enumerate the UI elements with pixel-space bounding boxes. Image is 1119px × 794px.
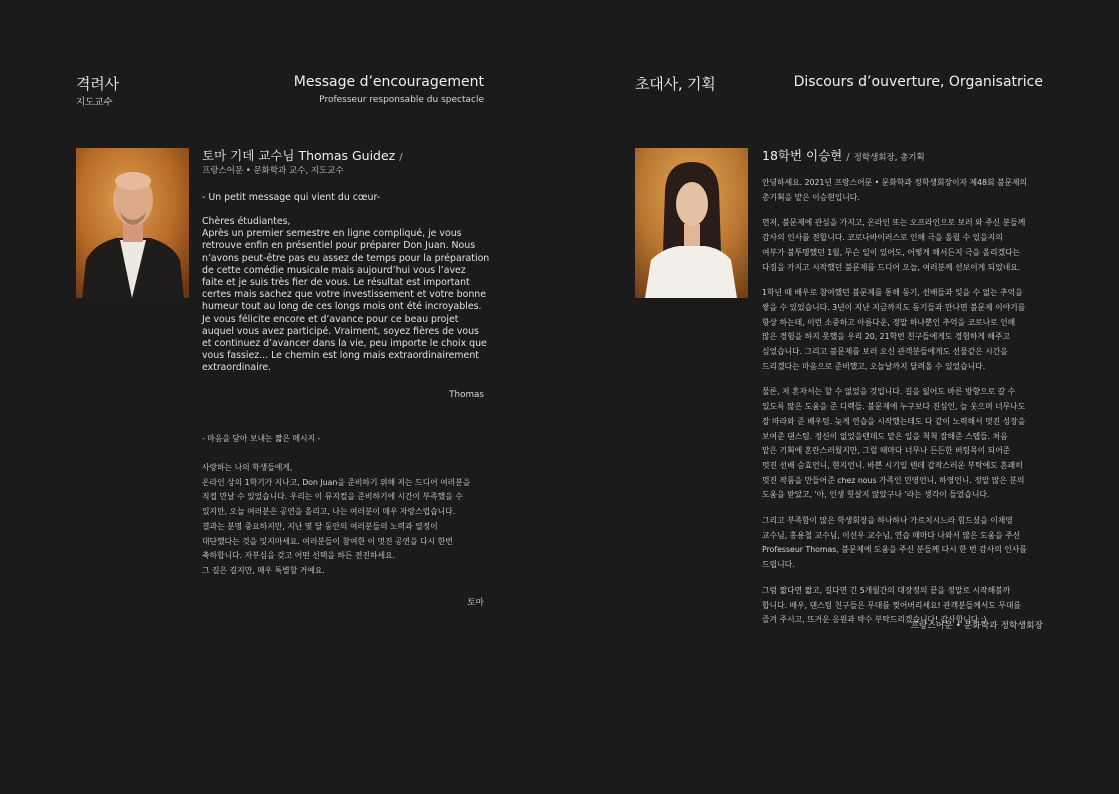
ko-line: 많은 경험을 하지 못했을 우리 20, 21학번 친구들에게도 경험하게 해주고 xyxy=(762,332,1010,342)
ko-line: 그리고 부족함이 많은 학생회장을 하나하나 가르치시느라 힘드셨을 이채영 xyxy=(762,516,1013,526)
ko-line: 감사의 인사를 전합니다. 코로나바이러스로 인해 극을 올릴 수 있을지의 xyxy=(762,233,1003,243)
ko-line: 도움을 받았고, '아, 인생 헛살지 않았구나 '라는 생각이 들었습니다. xyxy=(762,490,990,500)
ko-line: 드리겠다는 마음으로 준비했고, 오늘날까지 달려올 수 있었습니다. xyxy=(762,361,986,371)
professor-role: 프랑스어문 • 문화학과 교수, 지도교수 xyxy=(202,166,344,176)
ko-line: 총기획을 맡은 이승현입니다. xyxy=(762,192,860,202)
ko-line: 쌓을 수 있었습니다. 3년이 지난 지금까지도 동기들과 만나면 불문제 이야기를 xyxy=(762,302,1026,312)
ko-signature: 토마 xyxy=(467,598,484,608)
ko-line: 멋진 작품을 만들어준 chez nous 가족인 민영언니, 하영언니. 정말 많은 분의 xyxy=(762,475,1025,485)
left-heading-fr: Message d’encouragement xyxy=(293,74,484,90)
ko-line: 먼저, 불문제에 관심을 가지고, 온라인 또는 오프라인으로 보러 와 주신 분들께 xyxy=(762,218,1026,228)
fr-line: auquel vous avez participé. Vraiment, soyez fières de vous xyxy=(202,325,479,337)
ko-line: 보여준 댄스팀. 정신이 없었을텐데도 맡은 일을 척척 잘해준 스탭들. 처음 xyxy=(762,431,1008,441)
ko-line: 대단했다는 것을 잊지마세요. 여러분들이 참여한 이 멋진 공연을 다시 한번 xyxy=(202,536,453,546)
professor-name-line xyxy=(202,146,407,164)
organizer-name-line xyxy=(762,146,925,164)
fr-line: humeur tout au long de ces longs mois ont été incroyables. xyxy=(202,301,482,313)
ko-line: 축하합니다. 자부심을 갖고 어떤 선택을 하든 전진하세요. xyxy=(202,551,396,561)
fr-line: Chères étudiantes, xyxy=(202,216,291,227)
ko-line: 즐겨 주시고, 뜨거운 응원과 박수 부탁드리겠습니다! 감사합니다 :) xyxy=(762,615,987,625)
fr-line: de cette comédie musicale mais aujourd’hui vous l’avez xyxy=(202,264,466,276)
fr-line: extraordinaire. xyxy=(202,362,272,374)
fr-line: n’avons peut-être pas eu assez de temps pour la préparation xyxy=(202,252,490,264)
ko-line: 항상 하는데, 이런 소중하고 아름다운, 정말 하나뿐인 추억을 코로나로 인해 xyxy=(762,317,1016,327)
fr-line: vous fassiez... Le chemin est long mais extraordinairement xyxy=(202,350,479,362)
ko-line: 싶었습니다. 그리고 불문제를 보러 오신 관객분들에게도 선물같은 시간을 xyxy=(762,347,1008,357)
left-heading-ko: 격려사 xyxy=(76,75,119,93)
name-slash: / xyxy=(399,152,403,163)
ko-intro: - 마음을 담아 보내는 짧은 메시지 - xyxy=(202,434,321,443)
ko-line: 물론, 저 혼자서는 할 수 없었을 것입니다. 길을 잃어도 바른 방향으로 갈 수 xyxy=(762,387,1016,397)
paragraph xyxy=(762,176,1052,205)
ko-line: 온라인 상의 1학기가 지나고, Don Juan을 준비하기 위해 저는 드디어 여러분을 xyxy=(202,477,471,487)
ko-line: 그 길은 길지만, 매우 특별할 거예요. xyxy=(202,565,325,575)
right-heading-fr: Discours d’ouverture, Organisatrice xyxy=(793,74,1043,90)
name-slash: / xyxy=(846,152,850,163)
fr-line: retrouve enfin en présentiel pour préparer Don Juan. Nous xyxy=(202,240,476,252)
ko-line: 사랑하는 나의 학생들에게, xyxy=(202,463,293,472)
organizer-portrait-image xyxy=(635,148,748,298)
organizer-role: 정학생회장, 총기획 xyxy=(853,153,925,163)
left-heading-fr-sub: Professeur responsable du spectacle xyxy=(319,95,484,105)
ko-line: 다짐을 가지고 시작했던 불문제를 드디어 오늘, 여러분께 선보이게 되었네요. xyxy=(762,262,1021,272)
ko-line: 그럼 짧다면 짧고, 길다면 긴 5개월간의 대장정의 끝을 정말로 시작해볼까 xyxy=(762,585,1011,595)
fr-line: Après un premier semestre en ligne compliqué, je vous xyxy=(202,228,462,240)
professor-name: 토마 기데 교수님 Thomas Guidez xyxy=(202,148,396,163)
ko-line: 잘 따라와 준 배우팀. 늦게 연습을 시작했는데도 다 같이 노력해서 멋진 성장을 xyxy=(762,416,1026,426)
ko-line: 있도록 많은 도움을 준 디렉들. 불문제에 누구보다 진심인, 늘 웃으며 너무나도 xyxy=(762,402,1026,412)
ko-line: 드립니다. xyxy=(762,560,795,570)
ko-line: 맡은 기획에 혼란스러웠지만, 그럴 때마다 너무나 든든한 버팀목이 되어준 xyxy=(762,446,1011,456)
ko-line: 멋진 선배 승효언니, 현지언니. 바쁜 시기일 텐데 갑작스러운 부탁에도 흔쾌히 xyxy=(762,460,1023,470)
ko-line: 안녕하세요. 2021년 프랑스어문 • 문화학과 정학생회장이자 제48회 불문제의 xyxy=(762,178,1028,187)
fr-line: certes mais sachez que votre investissement et votre bonne xyxy=(202,289,487,301)
ko-line: 있지만, 오늘 여러분은 공연을 올리고, 나는 여러분이 매우 자랑스럽습니다. xyxy=(202,507,456,517)
fr-line: Je vous félicite encore et d’avance pour ce beau projet xyxy=(202,313,459,325)
ko-line: 합니다. 배우, 댄스팀 친구들은 무대를 찢어버리세요! 관객분들께서도 무대를 xyxy=(762,600,1021,610)
ko-line: 1학년 때 배우로 참여했던 불문제를 통해 동기, 선배들과 잊을 수 없는 추억을 xyxy=(762,288,1023,298)
paragraph xyxy=(762,216,1052,275)
ko-line: 직접 만날 수 있었습니다. 우리는 이 뮤지컬을 준비하기에 시간이 부족했을 수 xyxy=(202,492,463,502)
professor-photo xyxy=(76,148,189,298)
fr-message xyxy=(202,216,492,375)
left-heading-ko-sub: 지도교수 xyxy=(76,97,113,108)
ko-line: 교수님, 홍용철 교수님, 이선우 교수님, 연습 때마다 나와서 많은 도움을 주신 xyxy=(762,530,1021,540)
organizer-message xyxy=(762,176,1052,628)
fr-line: faite et je suis très fier de vous. Le résultat est important xyxy=(202,277,470,289)
ko-line: 여부가 불투명했던 1월, 무슨 일이 있어도, 어떻게 해서든지 극을 올리겠다는 xyxy=(762,247,1021,257)
professor-portrait-image xyxy=(76,148,189,298)
ko-message xyxy=(202,461,502,579)
organizer-signature: 프랑스어문 • 문화학과 정학생회장 xyxy=(910,621,1043,631)
paragraph xyxy=(762,514,1052,573)
fr-intro: - Un petit message qui vient du cœur- xyxy=(202,192,381,203)
organizer-photo xyxy=(635,148,748,298)
fr-line: et continuez d’avancer dans la vie, peu importe le choix que xyxy=(202,338,487,350)
paragraph xyxy=(762,385,1052,503)
ko-line: Professeur Thomas, 불문제에 도움을 주신 분들께 다시 한 번 감사의 인사를 xyxy=(762,545,1027,555)
fr-signature: Thomas xyxy=(449,390,484,400)
ko-line: 결과는 분명 중요하지만, 지난 몇 달 동안의 여러분들의 노력과 열정이 xyxy=(202,521,438,531)
right-heading-ko: 초대사, 기획 xyxy=(635,75,716,93)
paragraph xyxy=(762,286,1052,374)
organizer-name: 18학번 이승현 xyxy=(762,148,843,163)
